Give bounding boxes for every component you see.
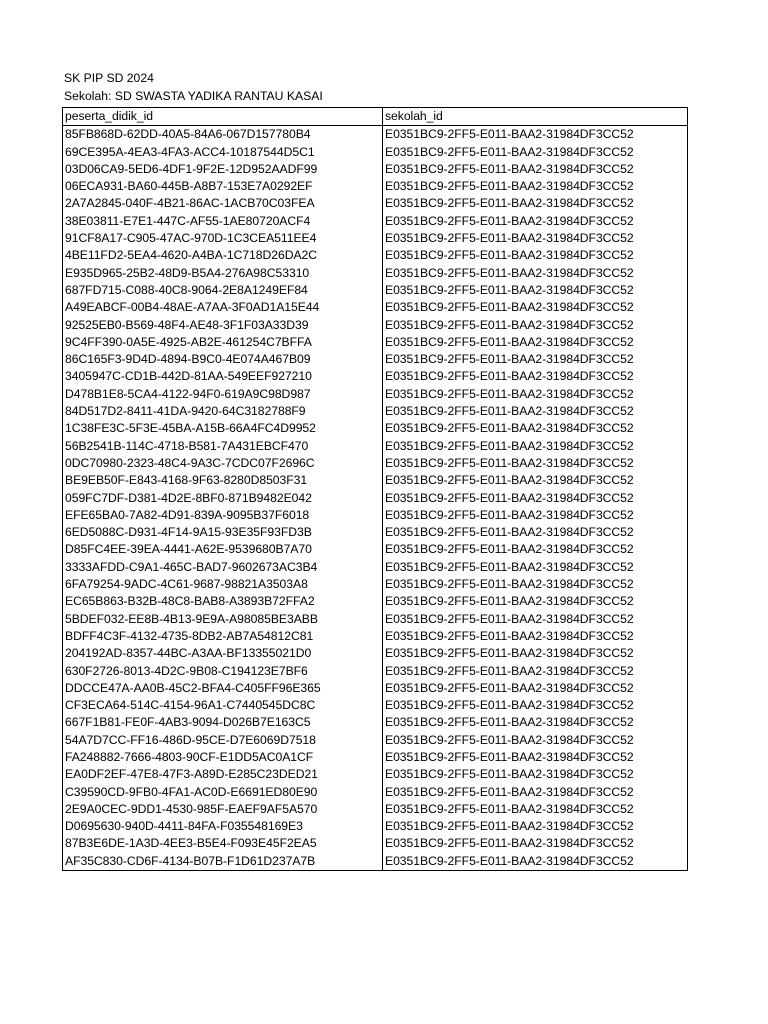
table-body xyxy=(63,126,688,871)
table-row xyxy=(63,697,688,714)
table-row xyxy=(63,438,688,455)
cell-sekolah-id: E0351BC9-2FF5-E011-BAA2-31984DF3CC52 xyxy=(383,386,688,403)
cell-peserta-didik-id: 667F1B81-FE0F-4AB3-9094-D026B7E163C5 xyxy=(63,714,383,731)
cell-peserta-didik-id: BE9EB50F-E843-4168-9F63-8280D8503F31 xyxy=(63,472,383,489)
table-row xyxy=(63,559,688,576)
cell-sekolah-id: E0351BC9-2FF5-E011-BAA2-31984DF3CC52 xyxy=(383,213,688,230)
cell-peserta-didik-id: DDCCE47A-AA0B-45C2-BFA4-C405FF96E365 xyxy=(63,680,383,697)
cell-peserta-didik-id: CF3ECA64-514C-4154-96A1-C7440545DC8C xyxy=(63,697,383,714)
cell-sekolah-id: E0351BC9-2FF5-E011-BAA2-31984DF3CC52 xyxy=(383,801,688,818)
table-row xyxy=(63,265,688,282)
cell-sekolah-id: E0351BC9-2FF5-E011-BAA2-31984DF3CC52 xyxy=(383,507,688,524)
cell-sekolah-id: E0351BC9-2FF5-E011-BAA2-31984DF3CC52 xyxy=(383,541,688,558)
cell-peserta-didik-id: 059FC7DF-D381-4D2E-8BF0-871B9482E042 xyxy=(63,490,383,507)
cell-peserta-didik-id: FA248882-7666-4803-90CF-E1DD5AC0A1CF xyxy=(63,749,383,766)
table-row xyxy=(63,524,688,541)
cell-sekolah-id: E0351BC9-2FF5-E011-BAA2-31984DF3CC52 xyxy=(383,645,688,662)
cell-peserta-didik-id: 84D517D2-8411-41DA-9420-64C3182788F9 xyxy=(63,403,383,420)
cell-sekolah-id: E0351BC9-2FF5-E011-BAA2-31984DF3CC52 xyxy=(383,126,688,144)
cell-sekolah-id: E0351BC9-2FF5-E011-BAA2-31984DF3CC52 xyxy=(383,144,688,161)
table-row xyxy=(63,213,688,230)
student-id-table xyxy=(62,107,688,871)
cell-peserta-didik-id: 687FD715-C088-40C8-9064-2E8A1249EF84 xyxy=(63,282,383,299)
cell-sekolah-id: E0351BC9-2FF5-E011-BAA2-31984DF3CC52 xyxy=(383,247,688,264)
table-row xyxy=(63,663,688,680)
cell-peserta-didik-id: 86C165F3-9D4D-4894-B9C0-4E074A467B09 xyxy=(63,351,383,368)
cell-peserta-didik-id: E935D965-25B2-48D9-B5A4-276A98C53310 xyxy=(63,265,383,282)
cell-peserta-didik-id: 0DC70980-2323-48C4-9A3C-7CDC07F2696C xyxy=(63,455,383,472)
cell-peserta-didik-id: 38E03811-E7E1-447C-AF55-1AE80720ACF4 xyxy=(63,213,383,230)
cell-peserta-didik-id: D85FC4EE-39EA-4441-A62E-9539680B7A70 xyxy=(63,541,383,558)
table-row xyxy=(63,144,688,161)
cell-peserta-didik-id: 2E9A0CEC-9DD1-4530-985F-EAEF9AF5A570 xyxy=(63,801,383,818)
cell-sekolah-id: E0351BC9-2FF5-E011-BAA2-31984DF3CC52 xyxy=(383,455,688,472)
cell-sekolah-id: E0351BC9-2FF5-E011-BAA2-31984DF3CC52 xyxy=(383,680,688,697)
cell-peserta-didik-id: 85FB868D-62DD-40A5-84A6-067D157780B4 xyxy=(63,126,383,144)
cell-peserta-didik-id: 92525EB0-B569-48F4-AE48-3F1F03A33D39 xyxy=(63,317,383,334)
cell-peserta-didik-id: 3333AFDD-C9A1-465C-BAD7-9602673AC3B4 xyxy=(63,559,383,576)
cell-sekolah-id: E0351BC9-2FF5-E011-BAA2-31984DF3CC52 xyxy=(383,351,688,368)
table-row xyxy=(63,455,688,472)
cell-peserta-didik-id: 87B3E6DE-1A3D-4EE3-B5E4-F093E45F2EA5 xyxy=(63,835,383,852)
cell-sekolah-id: E0351BC9-2FF5-E011-BAA2-31984DF3CC52 xyxy=(383,420,688,437)
table-row xyxy=(63,386,688,403)
table-row xyxy=(63,299,688,316)
cell-sekolah-id: E0351BC9-2FF5-E011-BAA2-31984DF3CC52 xyxy=(383,784,688,801)
table-row xyxy=(63,628,688,645)
table-row xyxy=(63,835,688,852)
cell-sekolah-id: E0351BC9-2FF5-E011-BAA2-31984DF3CC52 xyxy=(383,490,688,507)
cell-sekolah-id: E0351BC9-2FF5-E011-BAA2-31984DF3CC52 xyxy=(383,368,688,385)
cell-sekolah-id: E0351BC9-2FF5-E011-BAA2-31984DF3CC52 xyxy=(383,178,688,195)
column-header-sekolah-id: sekolah_id xyxy=(383,108,688,126)
cell-sekolah-id: E0351BC9-2FF5-E011-BAA2-31984DF3CC52 xyxy=(383,576,688,593)
table-header-row xyxy=(63,108,688,126)
table-row xyxy=(63,490,688,507)
school-name: Sekolah: SD SWASTA YADIKA RANTAU KASAI xyxy=(64,89,323,103)
cell-sekolah-id: E0351BC9-2FF5-E011-BAA2-31984DF3CC52 xyxy=(383,299,688,316)
cell-peserta-didik-id: 69CE395A-4EA3-4FA3-ACC4-10187544D5C1 xyxy=(63,144,383,161)
cell-peserta-didik-id: 5BDEF032-EE8B-4B13-9E9A-A98085BE3ABB xyxy=(63,611,383,628)
cell-peserta-didik-id: 6FA79254-9ADC-4C61-9687-98821A3503A8 xyxy=(63,576,383,593)
cell-sekolah-id: E0351BC9-2FF5-E011-BAA2-31984DF3CC52 xyxy=(383,593,688,610)
table-row xyxy=(63,507,688,524)
cell-sekolah-id: E0351BC9-2FF5-E011-BAA2-31984DF3CC52 xyxy=(383,403,688,420)
cell-sekolah-id: E0351BC9-2FF5-E011-BAA2-31984DF3CC52 xyxy=(383,438,688,455)
table-row xyxy=(63,403,688,420)
cell-peserta-didik-id: 6ED5088C-D931-4F14-9A15-93E35F93FD3B xyxy=(63,524,383,541)
table-row xyxy=(63,368,688,385)
cell-peserta-didik-id: 2A7A2845-040F-4B21-86AC-1ACB70C03FEA xyxy=(63,195,383,212)
table-row xyxy=(63,247,688,264)
cell-sekolah-id: E0351BC9-2FF5-E011-BAA2-31984DF3CC52 xyxy=(383,732,688,749)
table-row xyxy=(63,317,688,334)
table-row xyxy=(63,645,688,662)
cell-peserta-didik-id: D0695630-940D-4411-84FA-F035548169E3 xyxy=(63,818,383,835)
document-title: SK PIP SD 2024 xyxy=(64,71,154,85)
cell-sekolah-id: E0351BC9-2FF5-E011-BAA2-31984DF3CC52 xyxy=(383,749,688,766)
table-row xyxy=(63,680,688,697)
table-row xyxy=(63,818,688,835)
cell-peserta-didik-id: 56B2541B-114C-4718-B581-7A431EBCF470 xyxy=(63,438,383,455)
cell-sekolah-id: E0351BC9-2FF5-E011-BAA2-31984DF3CC52 xyxy=(383,472,688,489)
cell-peserta-didik-id: A49EABCF-00B4-48AE-A7AA-3F0AD1A15E44 xyxy=(63,299,383,316)
cell-sekolah-id: E0351BC9-2FF5-E011-BAA2-31984DF3CC52 xyxy=(383,663,688,680)
cell-peserta-didik-id: C39590CD-9FB0-4FA1-AC0D-E6691ED80E90 xyxy=(63,784,383,801)
cell-sekolah-id: E0351BC9-2FF5-E011-BAA2-31984DF3CC52 xyxy=(383,697,688,714)
table-row xyxy=(63,178,688,195)
table-row xyxy=(63,576,688,593)
cell-sekolah-id: E0351BC9-2FF5-E011-BAA2-31984DF3CC52 xyxy=(383,714,688,731)
table-row xyxy=(63,334,688,351)
table-row xyxy=(63,749,688,766)
cell-sekolah-id: E0351BC9-2FF5-E011-BAA2-31984DF3CC52 xyxy=(383,161,688,178)
cell-peserta-didik-id: 03D06CA9-5ED6-4DF1-9F2E-12D952AADF99 xyxy=(63,161,383,178)
cell-peserta-didik-id: 54A7D7CC-FF16-486D-95CE-D7E6069D7518 xyxy=(63,732,383,749)
cell-peserta-didik-id: AF35C830-CD6F-4134-B07B-F1D61D237A7B xyxy=(63,853,383,871)
cell-sekolah-id: E0351BC9-2FF5-E011-BAA2-31984DF3CC52 xyxy=(383,835,688,852)
cell-sekolah-id: E0351BC9-2FF5-E011-BAA2-31984DF3CC52 xyxy=(383,317,688,334)
cell-peserta-didik-id: 9C4FF390-0A5E-4925-AB2E-461254C7BFFA xyxy=(63,334,383,351)
cell-sekolah-id: E0351BC9-2FF5-E011-BAA2-31984DF3CC52 xyxy=(383,766,688,783)
cell-peserta-didik-id: 3405947C-CD1B-442D-81AA-549EEF927210 xyxy=(63,368,383,385)
table-row xyxy=(63,766,688,783)
cell-sekolah-id: E0351BC9-2FF5-E011-BAA2-31984DF3CC52 xyxy=(383,195,688,212)
table-row xyxy=(63,611,688,628)
table-row xyxy=(63,195,688,212)
table-row xyxy=(63,420,688,437)
cell-sekolah-id: E0351BC9-2FF5-E011-BAA2-31984DF3CC52 xyxy=(383,611,688,628)
cell-peserta-didik-id: D478B1E8-5CA4-4122-94F0-619A9C98D987 xyxy=(63,386,383,403)
table-row xyxy=(63,472,688,489)
table-row xyxy=(63,784,688,801)
cell-sekolah-id: E0351BC9-2FF5-E011-BAA2-31984DF3CC52 xyxy=(383,559,688,576)
cell-sekolah-id: E0351BC9-2FF5-E011-BAA2-31984DF3CC52 xyxy=(383,230,688,247)
table-row xyxy=(63,714,688,731)
table-row xyxy=(63,593,688,610)
table-row xyxy=(63,161,688,178)
cell-sekolah-id: E0351BC9-2FF5-E011-BAA2-31984DF3CC52 xyxy=(383,524,688,541)
cell-sekolah-id: E0351BC9-2FF5-E011-BAA2-31984DF3CC52 xyxy=(383,282,688,299)
column-header-peserta-didik-id: peserta_didik_id xyxy=(63,108,383,126)
cell-sekolah-id: E0351BC9-2FF5-E011-BAA2-31984DF3CC52 xyxy=(383,334,688,351)
cell-peserta-didik-id: 1C38FE3C-5F3E-45BA-A15B-66A4FC4D9952 xyxy=(63,420,383,437)
table-row xyxy=(63,282,688,299)
table-row xyxy=(63,801,688,818)
cell-peserta-didik-id: EC65B863-B32B-48C8-BAB8-A3893B72FFA2 xyxy=(63,593,383,610)
cell-sekolah-id: E0351BC9-2FF5-E011-BAA2-31984DF3CC52 xyxy=(383,853,688,871)
table-row xyxy=(63,126,688,144)
cell-sekolah-id: E0351BC9-2FF5-E011-BAA2-31984DF3CC52 xyxy=(383,628,688,645)
cell-peserta-didik-id: BDFF4C3F-4132-4735-8DB2-AB7A54812C81 xyxy=(63,628,383,645)
table-row xyxy=(63,351,688,368)
cell-sekolah-id: E0351BC9-2FF5-E011-BAA2-31984DF3CC52 xyxy=(383,265,688,282)
table-row xyxy=(63,541,688,558)
cell-peserta-didik-id: 91CF8A17-C905-47AC-970D-1C3CEA511EE4 xyxy=(63,230,383,247)
cell-sekolah-id: E0351BC9-2FF5-E011-BAA2-31984DF3CC52 xyxy=(383,818,688,835)
cell-peserta-didik-id: 4BE11FD2-5EA4-4620-A4BA-1C718D26DA2C xyxy=(63,247,383,264)
table-row xyxy=(63,732,688,749)
cell-peserta-didik-id: EFE65BA0-7A82-4D91-839A-9095B37F6018 xyxy=(63,507,383,524)
cell-peserta-didik-id: 204192AD-8357-44BC-A3AA-BF13355021D0 xyxy=(63,645,383,662)
cell-peserta-didik-id: 06ECA931-BA60-445B-A8B7-153E7A0292EF xyxy=(63,178,383,195)
table-row xyxy=(63,230,688,247)
cell-peserta-didik-id: EA0DF2EF-47E8-47F3-A89D-E285C23DED21 xyxy=(63,766,383,783)
cell-peserta-didik-id: 630F2726-8013-4D2C-9B08-C194123E7BF6 xyxy=(63,663,383,680)
table-row xyxy=(63,853,688,871)
